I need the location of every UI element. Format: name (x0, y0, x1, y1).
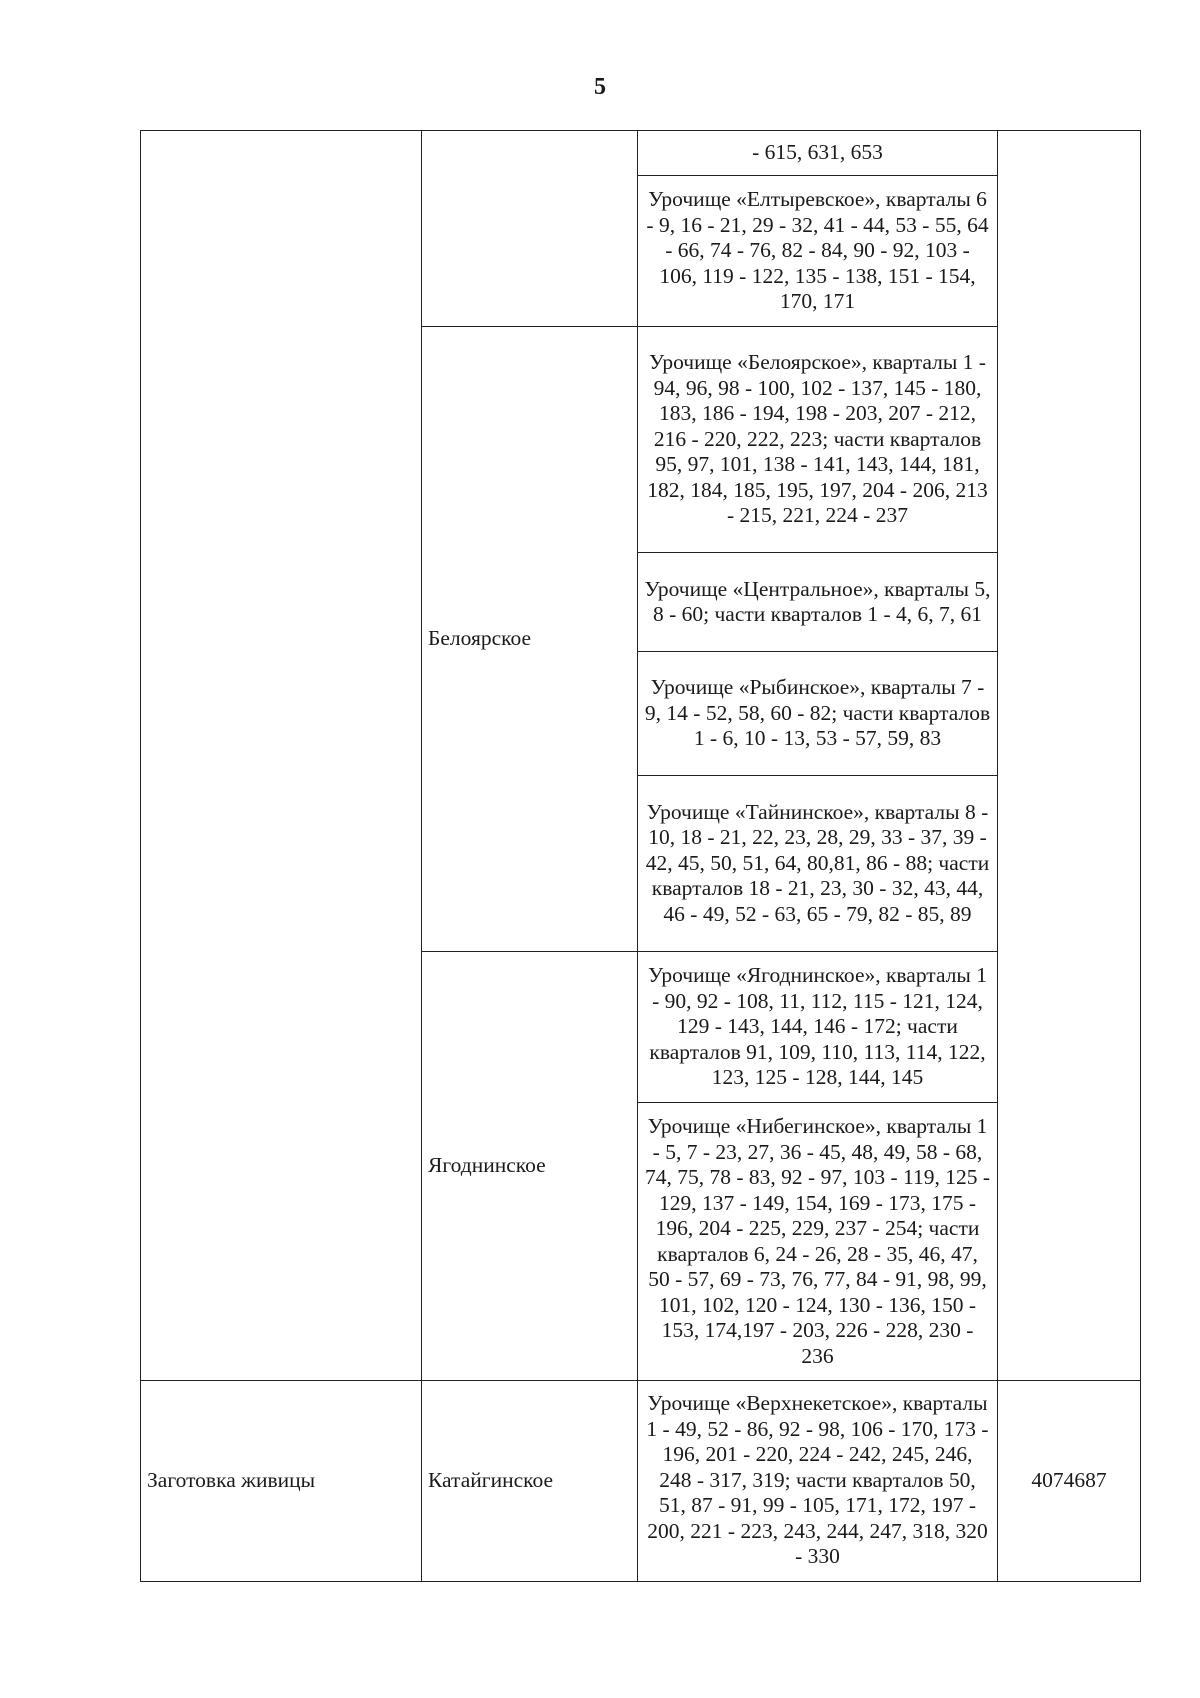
quarters-cell: Урочище «Центральное», кварталы 5, 8 - 60; части кварталов 1 - 4, 6, 7, 61 (638, 553, 998, 652)
forestry-name: Катайгинское (422, 1380, 638, 1581)
activity-name: Заготовка живицы (141, 1380, 422, 1581)
activity-cell-continued (141, 131, 422, 1381)
table-row (141, 1380, 1141, 1581)
quarters-cell: Урочище «Ягоднинское», кварталы 1 - 90, 92 - 108, 11, 112, 115 - 121, 124, 129 - 143, 144, 146 - 172; части кварталов 91, 109, 110, 113, 114, 122, 123, 125 - 128, 144, 145 (638, 952, 998, 1103)
quarters-cell: Урочище «Верхнекетское», кварталы 1 - 49, 52 - 86, 92 - 98, 106 - 170, 173 - 196, 201 - 220, 224 - 242, 245, 246, 248 - 317, 319; части кварталов 50, 51, 87 - 91, 99 - 105, 171, 172, 197 - 200, 221 - 223, 243, 244, 247, 318, 320 - 330 (638, 1380, 998, 1581)
quarters-cell: Урочище «Белоярское», кварталы 1 - 94, 96, 98 - 100, 102 - 137, 145 - 180, 183, 186 - 194, 198 - 203, 207 - 212, 216 - 220, 222, 223; части кварталов 95, 97, 101, 138 - 141, 143, 144, 181, 182, 184, 185, 195, 197, 204 - 206, 213 - 215, 221, 224 - 237 (638, 327, 998, 553)
page-number: 5 (594, 74, 606, 100)
quarters-cell: Урочище «Тайнинское», кварталы 8 - 10, 18 - 21, 22, 23, 28, 29, 33 - 37, 39 - 42, 45, 50, 51, 64, 80,81, 86 - 88; части кварталов 18 - 21, 23, 30 - 32, 43, 44, 46 - 49, 52 - 63, 65 - 79, 82 - 85, 89 (638, 776, 998, 952)
forest-use-table (140, 130, 1141, 1381)
quarters-cell: Урочище «Нибегинское», кварталы 1 - 5, 7 - 23, 27, 36 - 45, 48, 49, 58 - 68, 74, 75, 78 - 83, 92 - 97, 103 - 119, 125 - 129, 137 - 149, 154, 169 - 173, 175 - 196, 204 - 225, 229, 237 - 254; части кварталов 6, 24 - 26, 28 - 35, 46, 47, 50 - 57, 69 - 73, 76, 77, 84 - 91, 98, 99, 101, 102, 120 - 124, 130 - 136, 150 - 153, 174,197 - 203, 226 - 228, 230 - 236 (638, 1103, 998, 1381)
area-cell-continued (998, 131, 1141, 1381)
area-value: 4074687 (998, 1380, 1141, 1581)
table-row (141, 131, 1141, 176)
quarters-cell: - 615, 631, 653 (638, 131, 998, 176)
forestry-name: Белоярское (422, 327, 638, 952)
quarters-cell: Урочище «Рыбинское», кварталы 7 - 9, 14 - 52, 58, 60 - 82; части кварталов 1 - 6, 10 - 13, 53 - 57, 59, 83 (638, 652, 998, 776)
forest-use-table-last-row (140, 1380, 1141, 1582)
forestry-name: Ягоднинское (422, 952, 638, 1381)
forestry-cell-continued (422, 131, 638, 327)
quarters-cell: Урочище «Елтыревское», кварталы 6 - 9, 16 - 21, 29 - 32, 41 - 44, 53 - 55, 64 - 66, 74 - 76, 82 - 84, 90 - 92, 103 - 106, 119 - 122, 135 - 138, 151 - 154, 170, 171 (638, 176, 998, 327)
